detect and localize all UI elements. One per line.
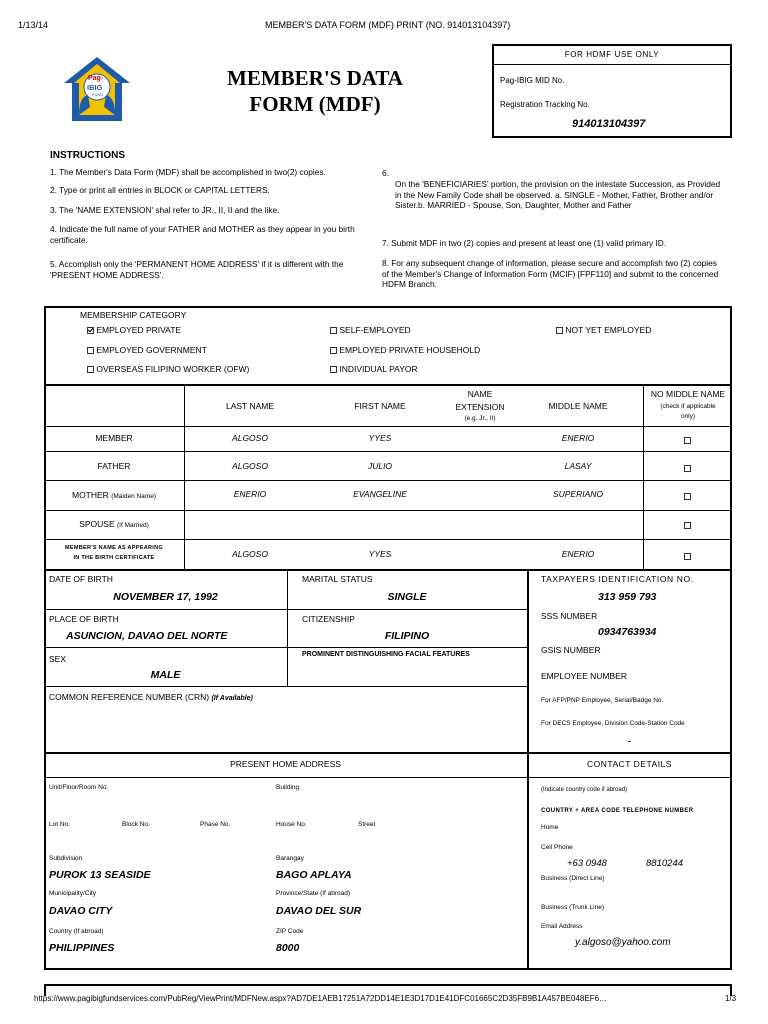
header-no-middle-1: NO MIDDLE NAME bbox=[650, 389, 726, 399]
contact-header: CONTACT DETAILS bbox=[587, 759, 672, 769]
instruction-text: The 'NAME EXTENSION' shal refer to JR., II, II and the like. bbox=[59, 205, 280, 215]
header-first-name: FIRST NAME bbox=[354, 401, 406, 411]
birthcert-first: YYES bbox=[368, 549, 392, 559]
sss-value: 0934763934 bbox=[598, 626, 657, 638]
logo-text-3: FUND bbox=[92, 92, 104, 97]
checkbox[interactable] bbox=[330, 347, 337, 354]
father-last: ALGOSO bbox=[232, 461, 268, 471]
row-label-birth-cert-2: IN THE BIRTH CERTIFICATE bbox=[73, 555, 155, 561]
instruction-num: 7. bbox=[382, 238, 389, 248]
option-label: SELF-EMPLOYED bbox=[339, 325, 411, 335]
house-label: House No. bbox=[276, 821, 307, 828]
membership-option[interactable] bbox=[87, 345, 207, 355]
instruction-item bbox=[50, 259, 370, 280]
header-ext-1: NAME bbox=[467, 389, 493, 399]
street-label: Street bbox=[358, 821, 376, 828]
instruction-num: 6. bbox=[382, 168, 389, 178]
membership-option[interactable] bbox=[330, 345, 480, 355]
checkbox[interactable] bbox=[556, 327, 563, 334]
checkbox[interactable] bbox=[684, 437, 691, 444]
afp-label: For AFP/PNP Employee, Serial/Badge No. bbox=[541, 697, 664, 704]
deped-value: - bbox=[628, 736, 631, 746]
instruction-num: 8. bbox=[382, 258, 389, 268]
birthcert-middle: ENERIO bbox=[561, 549, 595, 559]
instruction-item bbox=[50, 185, 370, 196]
deped-label: For DECS Employee, Division Code-Station Code bbox=[541, 720, 685, 727]
barangay-value: BAGO APLAYA bbox=[276, 869, 352, 881]
print-date: 1/13/14 bbox=[18, 20, 49, 30]
city-value: DAVAO CITY bbox=[49, 905, 113, 917]
instruction-text: The Member's Data Form (MDF) shall be accomplished in two(2) copies. bbox=[59, 167, 326, 177]
province-label: Province/State (If abroad) bbox=[276, 890, 351, 897]
checkbox[interactable] bbox=[330, 366, 337, 373]
mother-last: ENERIO bbox=[233, 489, 267, 499]
features-label: PROMINENT DISTINGUISHING FACIAL FEATURES bbox=[302, 651, 470, 658]
checkbox[interactable] bbox=[87, 327, 94, 334]
header-ext-3: (e.g. Jr., II) bbox=[464, 415, 496, 422]
row-label: MOTHER bbox=[71, 490, 109, 500]
instruction-num: 2. bbox=[50, 185, 57, 195]
employee-label: EMPLOYEE NUMBER bbox=[541, 671, 627, 681]
crn-label bbox=[49, 692, 253, 702]
checkbox[interactable] bbox=[330, 327, 337, 334]
option-label: EMPLOYED PRIVATE HOUSEHOLD bbox=[339, 345, 481, 355]
checkbox[interactable] bbox=[684, 522, 691, 529]
no-middle-checkbox[interactable] bbox=[684, 548, 691, 566]
province-value: DAVAO DEL SUR bbox=[276, 905, 362, 917]
home-label: Home bbox=[541, 824, 559, 831]
instruction-item bbox=[382, 258, 722, 290]
pob-label: PLACE OF BIRTH bbox=[49, 614, 119, 624]
hdmf-use-header: FOR HDMF USE ONLY bbox=[564, 50, 660, 59]
row-note: (If Married) bbox=[117, 522, 149, 529]
address-header: PRESENT HOME ADDRESS bbox=[230, 759, 341, 769]
contact-format: COUNTRY + AREA CODE TELEPHONE NUMBER bbox=[541, 808, 694, 814]
marital-value: SINGLE bbox=[387, 591, 427, 603]
header-ext-2: EXTENSION bbox=[455, 402, 505, 412]
crn-note: (If Available) bbox=[211, 695, 253, 702]
zip-value: 8000 bbox=[276, 942, 300, 954]
subdivision-value: PUROK 13 SEASIDE bbox=[49, 869, 151, 881]
checkbox[interactable] bbox=[87, 347, 94, 354]
business-direct-label: Business (Direct Line) bbox=[541, 875, 605, 882]
membership-option[interactable] bbox=[556, 325, 651, 335]
option-label: EMPLOYED GOVERNMENT bbox=[96, 345, 207, 355]
option-label: INDIVIDUAL PAYOR bbox=[339, 364, 418, 374]
row-label-birth-cert-1: MEMBER'S NAME AS APPEARING bbox=[65, 545, 163, 551]
logo-text-1: Pag- bbox=[88, 75, 104, 82]
block-label: Block No. bbox=[122, 821, 150, 828]
zip-label: ZIP Code bbox=[276, 928, 304, 935]
cell-code: +63 0948 bbox=[567, 858, 607, 869]
tin-label: TAXPAYERS IDENTIFICATION NO. bbox=[541, 574, 694, 584]
business-trunk-label: Business (Trunk Line) bbox=[541, 904, 604, 911]
citizenship-label: CITIZENSHIP bbox=[302, 614, 355, 624]
gsis-label: GSIS NUMBER bbox=[541, 645, 601, 655]
contact-note: (Indicate country code if abroad) bbox=[541, 787, 628, 793]
dob-value: NOVEMBER 17, 1992 bbox=[113, 591, 218, 603]
sex-label: SEX bbox=[49, 654, 67, 664]
option-label: EMPLOYED PRIVATE bbox=[96, 325, 182, 335]
instruction-item bbox=[50, 167, 370, 178]
option-label: NOT YET EMPLOYED bbox=[565, 325, 652, 335]
header-last-name: LAST NAME bbox=[225, 401, 275, 411]
instruction-text: Submit MDF in two (2) copies and present at least one (1) valid primary ID. bbox=[391, 238, 667, 248]
row-note: (Maiden Name) bbox=[111, 493, 156, 500]
membership-label: MEMBERSHIP CATEGORY bbox=[80, 310, 187, 320]
instruction-num: 1. bbox=[50, 167, 57, 177]
instructions-heading: INSTRUCTIONS bbox=[50, 150, 125, 161]
instruction-item bbox=[50, 205, 370, 216]
row-label-spouse bbox=[44, 519, 184, 529]
mid-label: Pag-IBIG MID No. bbox=[500, 76, 565, 85]
header-no-middle-3: only) bbox=[680, 413, 696, 420]
no-middle-checkbox[interactable] bbox=[684, 460, 691, 478]
option-label: OVERSEAS FILIPINO WORKER (OFW) bbox=[96, 364, 250, 374]
checkbox[interactable] bbox=[87, 366, 94, 373]
pob-value: ASUNCION, DAVAO DEL NORTE bbox=[66, 630, 228, 642]
tracking-value: 914013104397 bbox=[572, 118, 646, 130]
instruction-num: 5. bbox=[50, 259, 57, 269]
lot-label: Lot No. bbox=[49, 821, 70, 828]
email-label: Email Address bbox=[541, 923, 583, 930]
row-label-father: FATHER bbox=[97, 461, 131, 471]
father-first: JULIO bbox=[367, 461, 393, 471]
membership-option[interactable] bbox=[330, 364, 418, 374]
instruction-item bbox=[382, 238, 732, 249]
logo-text-2: IBIG bbox=[87, 83, 103, 92]
form-title-line1: MEMBER'S DATA bbox=[227, 66, 403, 90]
email-value: y.algoso@yahoo.com bbox=[575, 937, 671, 948]
member-middle: ENERIO bbox=[561, 433, 595, 443]
row-label-member: MEMBER bbox=[95, 433, 133, 443]
subdivision-label: Subdivision bbox=[49, 855, 83, 862]
instruction-text: Accomplish only the 'PERMANENT HOME ADDRESS' if it is different with the 'PRESENT HOME ADDRESS'. bbox=[50, 259, 344, 280]
no-middle-checkbox[interactable] bbox=[684, 517, 691, 535]
pagibig-logo bbox=[62, 55, 132, 125]
country-value: PHILIPPINES bbox=[49, 942, 115, 954]
dob-label: DATE OF BIRTH bbox=[49, 574, 113, 584]
instruction-num: 4. bbox=[50, 224, 57, 234]
checkbox[interactable] bbox=[684, 465, 691, 472]
crn-label-text: COMMON REFERENCE NUMBER (CRN) bbox=[49, 692, 210, 702]
no-middle-checkbox[interactable] bbox=[684, 432, 691, 450]
cell-number: 8810244 bbox=[646, 858, 683, 869]
row-label: SPOUSE bbox=[79, 519, 115, 529]
tin-value: 313 959 793 bbox=[598, 591, 657, 603]
header-no-middle-2: (check if applicable bbox=[660, 403, 716, 410]
instruction-text: Indicate the full name of your FATHER and MOTHER as they appear in you birth certificate. bbox=[50, 224, 355, 245]
phase-label: Phase No. bbox=[200, 821, 231, 828]
unit-label: Unit/Floor/Room No. bbox=[49, 784, 109, 791]
instruction-text: Type or print all entries in BLOCK or CAPITAL LETTERS. bbox=[59, 185, 270, 195]
membership-option[interactable] bbox=[87, 364, 249, 374]
citizenship-value: FILIPINO bbox=[384, 630, 430, 642]
sss-label: SSS NUMBER bbox=[541, 611, 598, 621]
mother-middle: SUPERIANO bbox=[552, 489, 604, 499]
form-title-line2: FORM (MDF) bbox=[249, 92, 381, 116]
row-label-mother bbox=[44, 490, 184, 500]
checkbox[interactable] bbox=[684, 493, 691, 500]
country-label: Country (If abroad) bbox=[49, 928, 104, 935]
instruction-text: On the 'BENEFICIARIES' portion, the provision on the intestate Succession, as Provided in the New Family Code shall be observed. a. SINGLE - Mother, Father, Brother and/or Sister.b. MARRIED - Spouse, Son, Daughter, Mother and Father bbox=[395, 179, 721, 210]
mother-first: EVANGELINE bbox=[353, 489, 407, 499]
tracking-label: Registration Tracking No. bbox=[500, 100, 590, 109]
membership-option[interactable] bbox=[330, 325, 411, 335]
checkbox[interactable] bbox=[684, 553, 691, 560]
print-title: MEMBER'S DATA FORM (MDF) PRINT (NO. 914013104397) bbox=[265, 20, 511, 30]
birthcert-last: ALGOSO bbox=[232, 549, 268, 559]
no-middle-checkbox[interactable] bbox=[684, 488, 691, 506]
footer-page: 1/3 bbox=[725, 994, 737, 1003]
cell-label: Cell Phone bbox=[541, 844, 573, 851]
father-middle: LASAY bbox=[564, 461, 592, 471]
building-label: Building bbox=[276, 784, 300, 791]
footer-url[interactable]: https://www.pagibigfundservices.com/PubReg/ViewPrint/MDFNew.aspx?AD7DE1AEB17251A72DD14E1E3D17D1E41DFC01665C2D35FB9B1A457BE048EF6… bbox=[34, 994, 608, 1003]
member-last: ALGOSO bbox=[232, 433, 268, 443]
instruction-item bbox=[50, 224, 380, 245]
header-middle-name: MIDDLE NAME bbox=[548, 401, 608, 411]
membership-option[interactable] bbox=[87, 325, 181, 335]
instruction-text: For any subsequent change of information, please secure and accomplish two (2) copies of the Member's Change of Information Form (MCIF) [FPF110] and submit to the concerned HDFM Branch. bbox=[382, 258, 719, 289]
marital-label: MARITAL STATUS bbox=[302, 574, 373, 584]
barangay-label: Barangay bbox=[276, 855, 304, 862]
member-first: YYES bbox=[368, 433, 392, 443]
sex-value: MALE bbox=[150, 669, 181, 681]
instruction-num: 3. bbox=[50, 205, 57, 215]
city-label: Municipality/City bbox=[49, 890, 96, 897]
